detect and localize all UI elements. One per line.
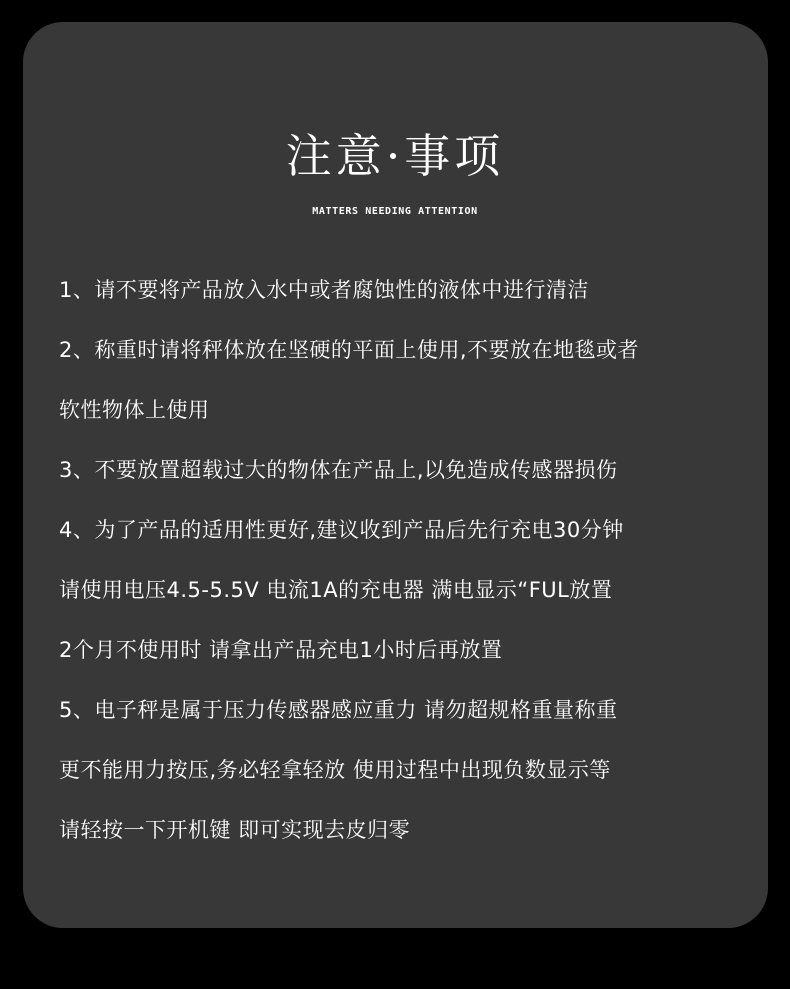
notice-subtitle: MATTERS NEEDING ATTENTION [312, 206, 478, 217]
notice-line: 软性物体上使用 [59, 398, 210, 422]
notice-line: 2个月不使用时 请拿出产品充电1小时后再放置 [59, 638, 503, 662]
notice-line: 更不能用力按压,务必轻拿轻放 使用过程中出现负数显示等 [59, 758, 611, 782]
notice-list [59, 260, 759, 860]
notice-line: 请轻按一下开机键 即可实现去皮归零 [59, 818, 411, 842]
notice-line: 1、请不要将产品放入水中或者腐蚀性的液体中进行清洁 [59, 278, 589, 302]
notice-line: 2、称重时请将秤体放在坚硬的平面上使用,不要放在地毯或者 [59, 338, 640, 362]
notice-line: 5、电子秤是属于压力传感器感应重力 请勿超规格重量称重 [59, 698, 618, 722]
notice-line: 请使用电压4.5-5.5V 电流1A的充电器 满电显示“FUL放置 [59, 578, 613, 602]
notice-title: 注意·事项 [285, 129, 505, 183]
notice-line: 3、不要放置超载过大的物体在产品上,以免造成传感器损伤 [59, 458, 618, 482]
notice-line: 4、为了产品的适用性更好,建议收到产品后先行充电30分钟 [59, 518, 624, 542]
